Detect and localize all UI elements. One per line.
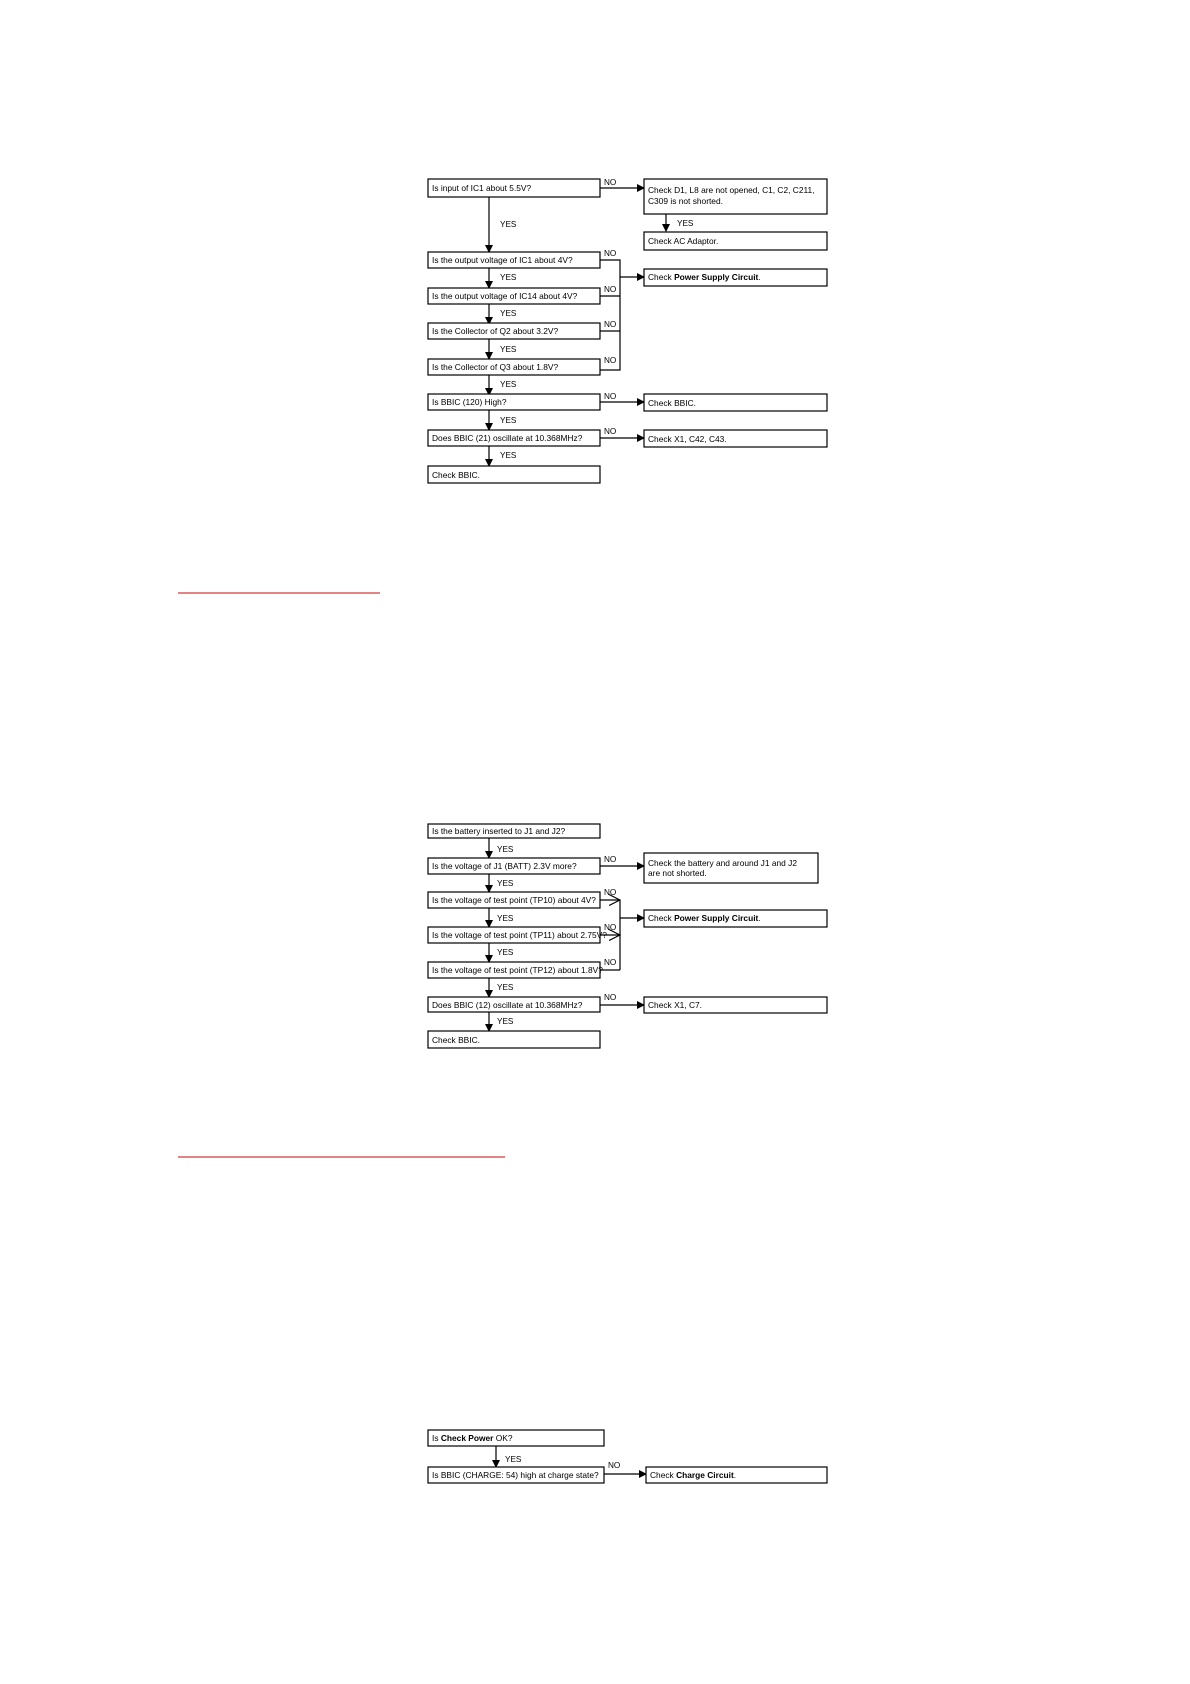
yes-label: YES bbox=[497, 983, 514, 992]
question-bbic-120: Is BBIC (120) High? bbox=[432, 397, 507, 407]
question-bbic-21: Does BBIC (21) oscillate at 10.368MHz? bbox=[432, 433, 583, 443]
yes-label: YES bbox=[500, 416, 517, 425]
no-label: NO bbox=[604, 427, 617, 436]
flowchart-charge bbox=[428, 1430, 827, 1483]
check-d1-line2: C309 is not shorted. bbox=[648, 196, 723, 206]
no-label: NO bbox=[604, 356, 617, 365]
yes-label: YES bbox=[497, 1017, 514, 1026]
no-label: NO bbox=[608, 1461, 621, 1470]
check-charge-circuit-text: Check Charge Circuit. bbox=[650, 1470, 737, 1480]
question-bbic-12: Does BBIC (12) oscillate at 10.368MHz? bbox=[432, 1000, 583, 1010]
no-label: NO bbox=[604, 285, 617, 294]
check-bbic-end: Check BBIC. bbox=[432, 470, 480, 480]
check-bbic-right: Check BBIC. bbox=[648, 398, 696, 408]
yes-label: YES bbox=[497, 879, 514, 888]
yes-label: YES bbox=[497, 845, 514, 854]
no-label: NO bbox=[604, 993, 617, 1002]
check-x1-c7: Check X1, C7. bbox=[648, 1000, 702, 1010]
yes-label: YES bbox=[677, 219, 694, 228]
yes-label: YES bbox=[500, 273, 517, 282]
yes-label: YES bbox=[500, 380, 517, 389]
check-power-supply-text: Check Power Supply Circuit. bbox=[648, 913, 761, 923]
question-input-ic1: Is input of IC1 about 5.5V? bbox=[432, 183, 532, 193]
question-battery: Is the battery inserted to J1 and J2? bbox=[432, 826, 566, 836]
yes-label: YES bbox=[500, 309, 517, 318]
yes-label: YES bbox=[500, 220, 517, 229]
check-battery-line1: Check the battery and around J1 and J2 bbox=[648, 858, 797, 868]
question-collector-q2: Is the Collector of Q2 about 3.2V? bbox=[432, 326, 559, 336]
question-j1-batt: Is the voltage of J1 (BATT) 2.3V more? bbox=[432, 861, 577, 871]
yes-label: YES bbox=[500, 345, 517, 354]
check-battery-line2: are not shorted. bbox=[648, 868, 707, 878]
no-label: NO bbox=[604, 855, 617, 864]
question-output-ic1: Is the output voltage of IC1 about 4V? bbox=[432, 255, 573, 265]
check-ac-adaptor: Check AC Adaptor. bbox=[648, 236, 719, 246]
no-label: NO bbox=[604, 958, 617, 967]
yes-label: YES bbox=[497, 948, 514, 957]
yes-label: YES bbox=[497, 914, 514, 923]
no-label: NO bbox=[604, 249, 617, 258]
check-bbic-end: Check BBIC. bbox=[432, 1035, 480, 1045]
no-label: NO bbox=[604, 178, 617, 187]
question-output-ic14: Is the output voltage of IC14 about 4V? bbox=[432, 291, 578, 301]
flowchart-power-on bbox=[428, 178, 827, 483]
question-tp11: Is the voltage of test point (TP11) about 2.75V? bbox=[432, 930, 607, 940]
question-bbic-charge: Is BBIC (CHARGE: 54) high at charge state? bbox=[432, 1470, 599, 1480]
check-x1-c42: Check X1, C42, C43. bbox=[648, 434, 727, 444]
no-label: NO bbox=[604, 888, 617, 897]
no-label: NO bbox=[604, 392, 617, 401]
question-check-power: Is Check Power OK? bbox=[432, 1433, 513, 1443]
question-tp12: Is the voltage of test point (TP12) about 1.8V? bbox=[432, 965, 603, 975]
question-collector-q3: Is the Collector of Q3 about 1.8V? bbox=[432, 362, 559, 372]
no-merge-bracket bbox=[600, 260, 620, 370]
question-tp10: Is the voltage of test point (TP10) about 4V? bbox=[432, 895, 596, 905]
no-label: NO bbox=[604, 923, 617, 932]
yes-label: YES bbox=[500, 451, 517, 460]
no-label: NO bbox=[604, 320, 617, 329]
flowchart-handset-power bbox=[428, 824, 827, 1048]
yes-label: YES bbox=[505, 1455, 522, 1464]
check-power-supply-text: Check Power Supply Circuit. bbox=[648, 272, 761, 282]
check-d1-line1: Check D1, L8 are not opened, C1, C2, C211, bbox=[648, 185, 815, 195]
